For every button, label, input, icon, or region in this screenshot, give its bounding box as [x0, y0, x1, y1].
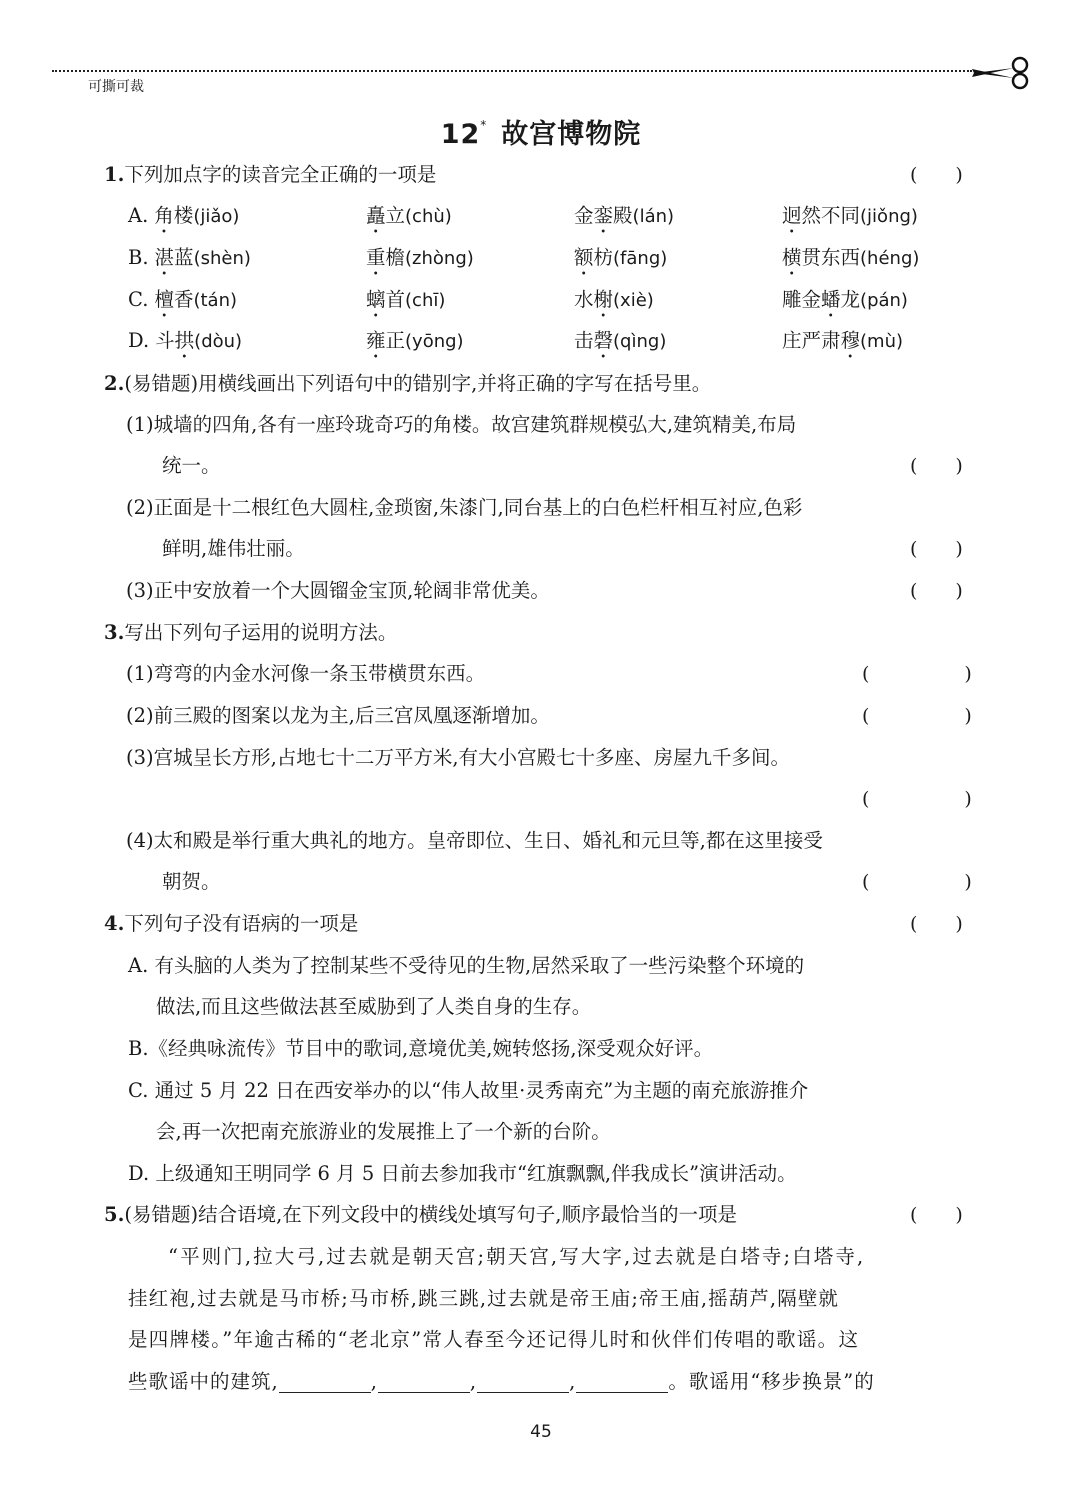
word-text: 香: [173, 288, 194, 311]
q1-option-b-word-1: [128, 244, 251, 280]
lesson-title: 故宫博物院: [501, 119, 642, 150]
word-text: 正: [385, 329, 406, 352]
q1-option-d-word-2: [366, 327, 464, 363]
pinyin: (héng): [860, 248, 920, 269]
q3-item-4-cont: 朝贺。: [162, 870, 221, 893]
emphasized-char: 额: [574, 246, 594, 269]
word-text: 金: [574, 204, 594, 227]
question-number: 4.: [104, 912, 125, 935]
pinyin: (jiǎo): [193, 206, 240, 227]
q2-item-2-cont: 鲜明,雄伟壮丽。: [162, 537, 305, 560]
q3-item-2: (2)前三殿的图案以龙为主,后三宫凤凰逐渐增加。: [126, 704, 550, 727]
question-number: 3.: [104, 621, 125, 644]
q2-item-2: (2)正面是十二根红色大圆柱,金琐窗,朱漆门,同台基上的白色栏杆相互衬应,色彩: [126, 496, 803, 519]
pinyin: (dòu): [194, 331, 243, 352]
q1-option-a-word-3: [574, 202, 674, 238]
question-number: 1.: [104, 163, 125, 186]
q3-item-3: (3)宫城呈长方形,占地七十二万平方米,有大小宫殿七十多座、房屋九千多间。: [126, 746, 791, 769]
answer-paren: ( ): [910, 455, 963, 477]
pinyin: (tán): [193, 290, 238, 311]
emphasized-char: 銮: [593, 204, 614, 227]
emphasized-char: 湛: [154, 246, 175, 269]
answer-paren: ( ): [862, 663, 972, 685]
word-text: 首: [385, 288, 406, 311]
emphasized-char: 迥: [782, 204, 802, 227]
emphasized-char: 穆: [840, 329, 861, 352]
word-text: 斗: [155, 329, 175, 352]
pinyin: (xiè): [613, 290, 654, 311]
question-text: (易错题)用横线画出下列语句中的错别字,并将正确的字写在括号里。: [124, 372, 712, 395]
pinyin: (chù): [405, 206, 452, 227]
emphasized-char: 拱: [174, 329, 195, 352]
q1-option-c-word-4: [782, 286, 908, 322]
word-text: 檐: [385, 246, 406, 269]
page-title: [0, 112, 1082, 151]
emphasized-char: 重: [366, 246, 386, 269]
emphasized-char: 榭: [593, 288, 614, 311]
pinyin: (lán): [632, 206, 675, 227]
word-text: 水: [574, 288, 594, 311]
page-number: 45: [530, 1422, 552, 1442]
word-text: 楼: [173, 204, 194, 227]
answer-paren: ( ): [862, 788, 972, 810]
q2-item-1-cont: 统一。: [162, 454, 221, 477]
q1-option-a-word-4: [782, 202, 918, 238]
answer-paren: ( ): [910, 164, 963, 186]
cut-hint: 可撕可裁: [88, 79, 144, 95]
comma: ,: [469, 1370, 478, 1393]
pinyin: (fāng): [613, 248, 668, 269]
fill-blank-4[interactable]: [576, 1372, 668, 1393]
answer-paren: ( ): [910, 913, 963, 935]
emphasized-char: 角: [154, 204, 174, 227]
pinyin: (jiǒng): [860, 206, 918, 227]
word-text: 蓝: [174, 246, 194, 269]
q1-option-a-word-1: [128, 202, 239, 238]
emphasized-char: 矗: [366, 204, 386, 227]
q5-passage-line-1: “平则门,拉大弓,过去就是朝天宫;朝天宫,写大字,过去就是白塔寺;白塔寺,: [168, 1245, 866, 1268]
q1-option-d-word-4: [782, 327, 903, 363]
answer-paren: ( ): [910, 1204, 963, 1226]
q1-option-c-word-2: [366, 286, 445, 322]
question-text: (易错题)结合语境,在下列文段中的横线处填写句子,顺序最恰当的一项是: [124, 1203, 737, 1226]
comma: ,: [370, 1370, 378, 1393]
emphasized-char: 横: [782, 246, 802, 269]
word-text: 击: [574, 329, 594, 352]
word-text: 殿: [613, 204, 633, 227]
answer-paren: ( ): [910, 538, 963, 560]
word-text: 枋: [593, 246, 614, 269]
pinyin: (yōng): [405, 331, 464, 352]
q1-option-d-word-1: [128, 327, 242, 363]
word-text: 龙: [840, 288, 861, 311]
q5-passage-line-4: [128, 1368, 875, 1396]
passage-text: 。歌谣用“移步换景”的: [668, 1370, 875, 1393]
answer-paren: ( ): [862, 705, 972, 727]
question-number: 5.: [104, 1203, 125, 1226]
passage-text: 些歌谣中的建筑,: [128, 1370, 279, 1393]
question-number: 2.: [104, 372, 125, 395]
q3-stem: [104, 619, 397, 647]
fill-blank-3[interactable]: [477, 1372, 569, 1393]
q1-option-c-word-1: [128, 286, 237, 322]
word-text: 庄严肃: [782, 329, 841, 352]
answer-paren: ( ): [910, 580, 963, 602]
word-text: 雕金: [782, 288, 822, 311]
q3-item-1: (1)弯弯的内金水河像一条玉带横贯东西。: [126, 662, 486, 685]
q4-option-c-cont: 会,再一次把南充旅游业的发展推上了一个新的台阶。: [156, 1120, 611, 1143]
q1-option-a-word-2: [366, 202, 452, 238]
comma: ,: [569, 1370, 577, 1393]
word-text: 然不同: [801, 204, 861, 227]
pinyin: (shèn): [193, 248, 251, 269]
q1-option-b-word-3: [574, 244, 667, 280]
q5-stem: [104, 1201, 737, 1229]
question-text: 写出下列句子运用的说明方法。: [124, 621, 398, 644]
q1-stem: [104, 161, 436, 189]
emphasized-char: 雍: [366, 329, 386, 352]
optional-mark: *: [480, 118, 488, 132]
pinyin: (qìng): [613, 331, 667, 352]
answer-paren: ( ): [862, 871, 972, 893]
q1-option-d-word-3: [574, 327, 666, 363]
option-label: C.: [128, 288, 149, 311]
emphasized-char: 螭: [366, 288, 386, 311]
pinyin: (zhòng): [405, 248, 474, 269]
option-label: B.: [128, 246, 149, 269]
q1-option-c-word-3: [574, 286, 654, 322]
q3-item-4: (4)太和殿是举行重大典礼的地方。皇帝即位、生日、婚礼和元旦等,都在这里接受: [126, 829, 823, 852]
emphasized-char: 蟠: [821, 288, 841, 311]
q2-stem: [104, 370, 711, 398]
emphasized-char: 檀: [154, 288, 174, 311]
q1-option-b-word-2: [366, 244, 474, 280]
fill-blank-1[interactable]: [279, 1372, 371, 1393]
q2-item-1: (1)城墙的四角,各有一座玲珑奇巧的角楼。故宫建筑群规模弘大,建筑精美,布局: [126, 413, 797, 436]
q5-passage-line-3: 是四牌楼。”年逾古稀的“老北京”常人春至今还记得儿时和伙伴们传唱的歌谣。这: [128, 1328, 860, 1351]
word-text: 贯东西: [801, 246, 861, 269]
pinyin: (chī): [405, 290, 446, 311]
q4-stem: [104, 910, 358, 938]
q4-option-d: D. 上级通知王明同学 6 月 5 日前去参加我市“红旗飘飘,伴我成长”演讲活动。: [128, 1162, 797, 1185]
word-text: 立: [385, 204, 406, 227]
q1-option-b-word-4: [782, 244, 919, 280]
fill-blank-2[interactable]: [378, 1372, 470, 1393]
q4-option-a-cont: 做法,而且这些做法甚至威胁到了人类自身的生存。: [156, 995, 592, 1018]
option-label: A.: [128, 204, 149, 227]
question-text: 下列句子没有语病的一项是: [124, 912, 359, 935]
cut-line: [52, 70, 972, 72]
q4-option-b: B.《经典咏流传》节目中的歌词,意境优美,婉转悠扬,深受观众好评。: [128, 1037, 714, 1060]
q2-item-3: (3)正中安放着一个大圆镏金宝顶,轮阔非常优美。: [126, 579, 550, 602]
pinyin: (mù): [860, 331, 904, 352]
emphasized-char: 磬: [593, 329, 614, 352]
lesson-number: 12: [440, 119, 481, 150]
pinyin: (pán): [860, 290, 908, 311]
option-label: D.: [128, 329, 150, 352]
q4-option-a: A. 有头脑的人类为了控制某些不受待见的生物,居然采取了一些污染整个环境的: [128, 954, 805, 977]
scissors-icon: [968, 55, 1034, 91]
q5-passage-line-2: 挂红袍,过去就是马市桥;马市桥,跳三跳,过去就是帝王庙;帝王庙,摇葫芦,隔壁就: [128, 1287, 840, 1310]
question-text: 下列加点字的读音完全正确的一项是: [124, 163, 437, 186]
q4-option-c: C. 通过 5 月 22 日在西安举办的以“伟人故里·灵秀南充”为主题的南充旅游推介: [128, 1079, 809, 1102]
